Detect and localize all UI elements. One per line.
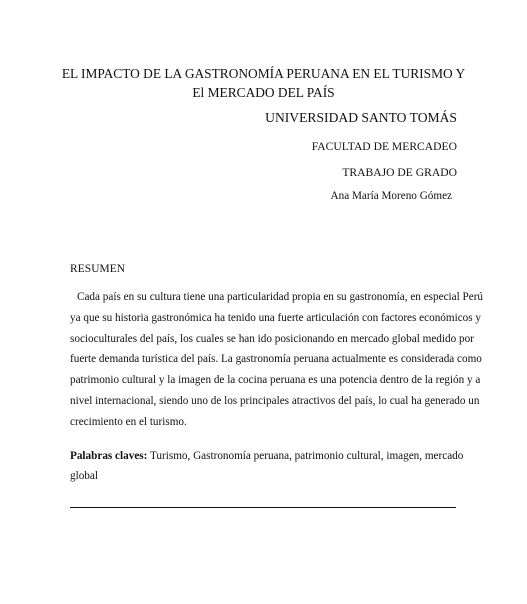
- document-title: [40, 64, 487, 102]
- work-type: TRABAJO DE GRADO: [342, 166, 457, 179]
- keywords-line-1: [70, 447, 464, 467]
- title-line-2: El MERCADO DEL PAÍS: [192, 85, 335, 100]
- abstract-line: fuerte demanda turística del país. La gastronomía peruana actualmente es considerada como: [70, 353, 482, 366]
- keywords-line-2: global: [70, 469, 98, 482]
- abstract-line: nivel internacional, siendo uno de los principales atractivos del país, lo cual ha generado un: [70, 394, 480, 407]
- faculty-name: FACULTAD DE MERCADEO: [311, 140, 457, 153]
- abstract-line: socioculturales del país, los cuales se han ido posicionando en mercado global medido por: [70, 332, 474, 345]
- keywords-list: Turismo, Gastronomía peruana, patrimonio cultural, imagen, mercado: [149, 450, 464, 462]
- abstract-line: crecimiento en el turismo.: [70, 415, 187, 428]
- abstract-heading: RESUMEN: [70, 263, 126, 275]
- abstract-line: ya que su historia gastronómica ha tenido una fuerte articulación con factores económicos y: [70, 311, 481, 324]
- author-name: Ana María Moreno Gómez: [330, 190, 452, 202]
- horizontal-rule: [70, 507, 456, 508]
- title-line-1: EL IMPACTO DE LA GASTRONOMÍA PERUANA EN EL TURISMO Y: [61, 66, 466, 81]
- university-name: UNIVERSIDAD SANTO TOMÁS: [265, 110, 457, 125]
- keywords-paragraph: [70, 447, 464, 486]
- keywords-label: Palabras claves:: [70, 450, 148, 462]
- abstract-line: Cada país en su cultura tiene una particularidad propia en su gastronomía, en especial Perú: [77, 291, 484, 303]
- abstract-line: patrimonio cultural y la imagen de la cocina peruana es una potencia dentro de la región y a: [70, 374, 481, 387]
- abstract-body: [70, 287, 484, 433]
